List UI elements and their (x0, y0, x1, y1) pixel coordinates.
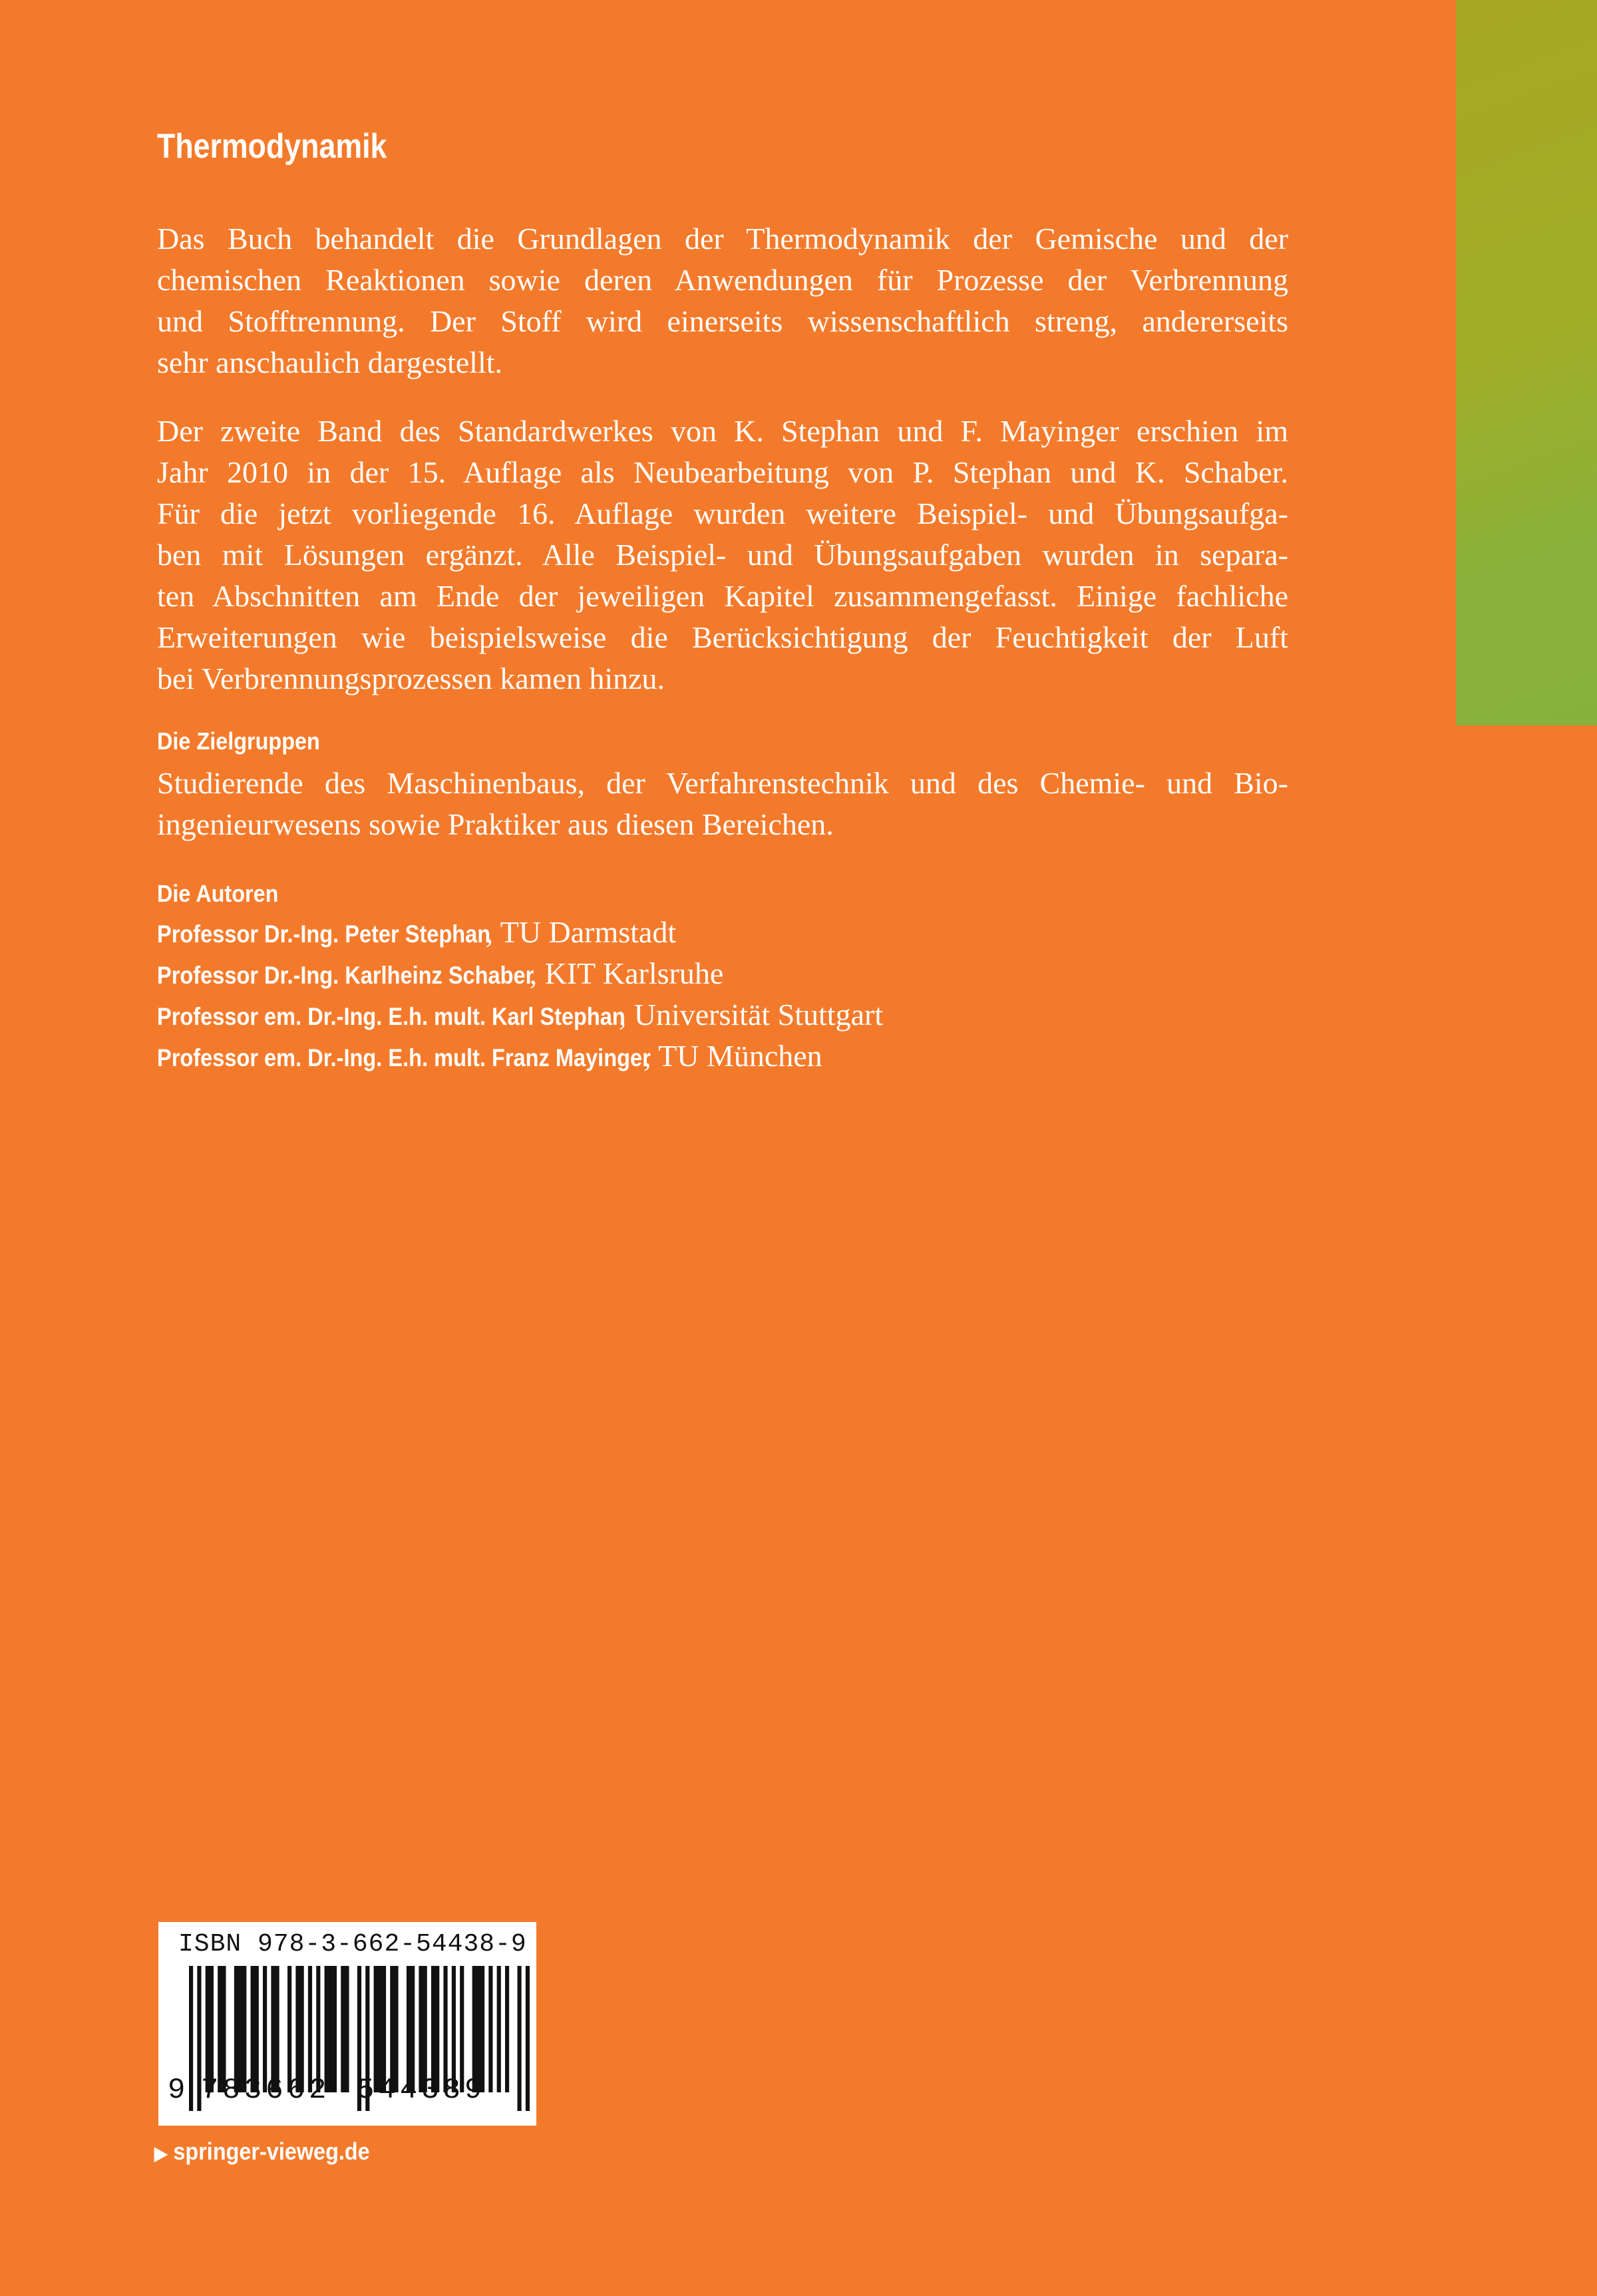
edition-line: Für die jetzt vorliegende 16. Auflage wurden weitere Beispiel- und Übungsaufga- (157, 496, 1288, 530)
barcode-digit-group: 783662 (201, 2074, 331, 2107)
edition-line: Jahr 2010 in der 15. Auflage als Neubearbeitung von P. Stephan und K. Schaber. (157, 455, 1288, 489)
author-affiliation: , KIT Karlsruhe (529, 956, 724, 990)
intro-line: und Stofftrennung. Der Stoff wird einerseits wissenschaftlich streng, andererseits (157, 304, 1288, 338)
edition-paragraph (157, 411, 1288, 699)
barcode-bar (341, 1966, 349, 2092)
barcode-bar (505, 1966, 509, 2092)
target-groups-line: Studierende des Maschinenbaus, der Verfahrenstechnik und des Chemie- und Bio- (157, 766, 1288, 800)
barcode-digit-group: 544389 (357, 2074, 486, 2107)
author-name: Professor Dr.-Ing. Peter Stephan (157, 920, 491, 948)
isbn-barcode (158, 1922, 536, 2126)
edition-line: Erweiterungen wie beispielsweise die Berücksichtigung der Feuchtigkeit der Luft (157, 620, 1288, 654)
edition-line: bei Verbrennungsprozessen kamen hinzu. (157, 662, 665, 695)
intro-line: Das Buch behandelt die Grundlagen der Thermodynamik der Gemische und der (157, 222, 1288, 256)
target-groups-heading: Die Zielgruppen (157, 727, 320, 755)
edition-line: ben mit Lösungen ergänzt. Alle Beispiel- und Übungsaufgaben wurden in separa- (157, 538, 1288, 572)
target-groups-line: ingenieurwesens sowie Praktiker aus diesen Bereichen. (157, 807, 834, 841)
intro-line: chemischen Reaktionen sowie deren Anwendungen für Prozesse der Verbrennung (157, 263, 1288, 297)
author-affiliation: , TU Darmstadt (485, 915, 677, 949)
isbn-label: ISBN 978-3-662-54438-9 (178, 1930, 527, 1959)
author-affiliation: , TU München (643, 1039, 822, 1073)
author-name: Professor Dr.-Ing. Karlheinz Schaber (157, 962, 534, 989)
triangle-right-icon: ▶ (154, 2143, 168, 2164)
edition-line: ten Abschnitten am Ende der jeweiligen Kapitel zusammengefasst. Einige fachliche (157, 579, 1288, 613)
book-title: Thermodynamik (157, 127, 387, 166)
author-entry (157, 956, 723, 991)
author-entry (157, 914, 676, 950)
publisher-link[interactable] (154, 2138, 370, 2166)
author-entry (157, 997, 883, 1032)
author-affiliation: , Universität Stuttgart (618, 998, 884, 1032)
publisher-url: springer-vieweg.de (173, 2138, 370, 2165)
barcode-bar (189, 1966, 193, 2111)
author-entry (157, 1038, 822, 1073)
intro-line: sehr anschaulich dargestellt. (157, 345, 503, 379)
barcode-bar (526, 1966, 530, 2111)
edition-line: Der zweite Band des Standardwerkes von K. Stephan und F. Mayinger erschien im (157, 414, 1288, 448)
barcode-bar (517, 1966, 521, 2111)
intro-paragraph (157, 218, 1288, 383)
barcode-bar (497, 1966, 501, 2092)
author-name: Professor em. Dr.-Ing. E.h. mult. Karl Stephan (157, 1003, 625, 1030)
spine-color-bar (1456, 0, 1597, 725)
authors-heading: Die Autoren (157, 880, 279, 907)
target-groups-paragraph (157, 763, 1288, 845)
barcode-digit-first: 9 (168, 2074, 186, 2107)
author-name: Professor em. Dr.-Ing. E.h. mult. Franz Mayinger (157, 1044, 651, 1071)
barcode-bar (488, 1966, 492, 2092)
